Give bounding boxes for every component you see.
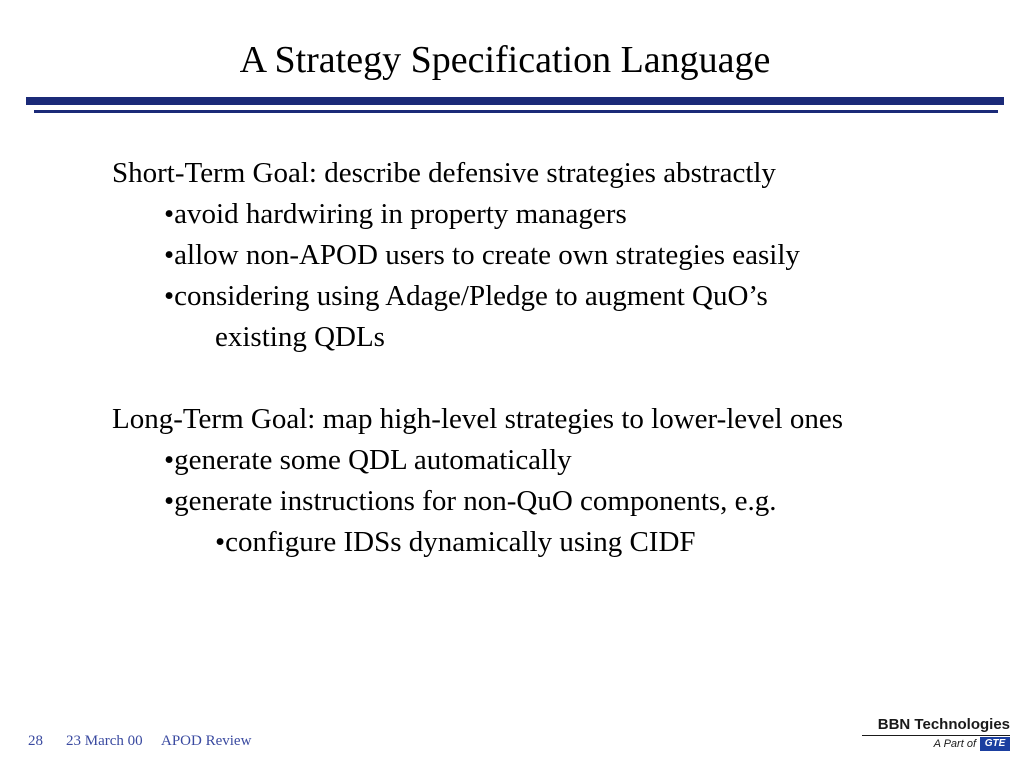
logo-tagline: A Part of	[933, 738, 976, 750]
bullet-generate-instructions: •generate instructions for non-QuO components, e.g.	[164, 485, 777, 517]
bullet-avoid-hardwiring: •avoid hardwiring in property managers	[164, 198, 627, 230]
logo-company-name: BBN Technologies	[877, 716, 1010, 733]
logo-underline	[862, 735, 1010, 736]
short-term-goal-heading: Short-Term Goal: describe defensive strategies abstractly	[112, 157, 776, 189]
footer-page-number: 28	[28, 733, 43, 749]
slide-title: A Strategy Specification Language	[239, 39, 771, 81]
bullet-continuation-existing-qdls: existing QDLs	[215, 321, 385, 353]
sub-bullet-configure-idss: •configure IDSs dynamically using CIDF	[215, 526, 696, 558]
title-divider-thin	[34, 110, 998, 113]
long-term-goal-heading: Long-Term Goal: map high-level strategies to lower-level ones	[112, 403, 844, 435]
bullet-considering-adage-pledge: •considering using Adage/Pledge to augment QuO’s	[164, 280, 768, 312]
title-divider-thick	[26, 97, 1004, 105]
bullet-allow-non-apod-users: •allow non-APOD users to create own strategies easily	[164, 239, 800, 271]
footer-event: APOD Review	[161, 733, 252, 749]
footer-date: 23 March 00	[66, 733, 143, 749]
bbn-logo	[850, 716, 1010, 756]
bullet-generate-qdl: •generate some QDL automatically	[164, 444, 572, 476]
gte-logo-badge: GTE	[980, 737, 1010, 751]
